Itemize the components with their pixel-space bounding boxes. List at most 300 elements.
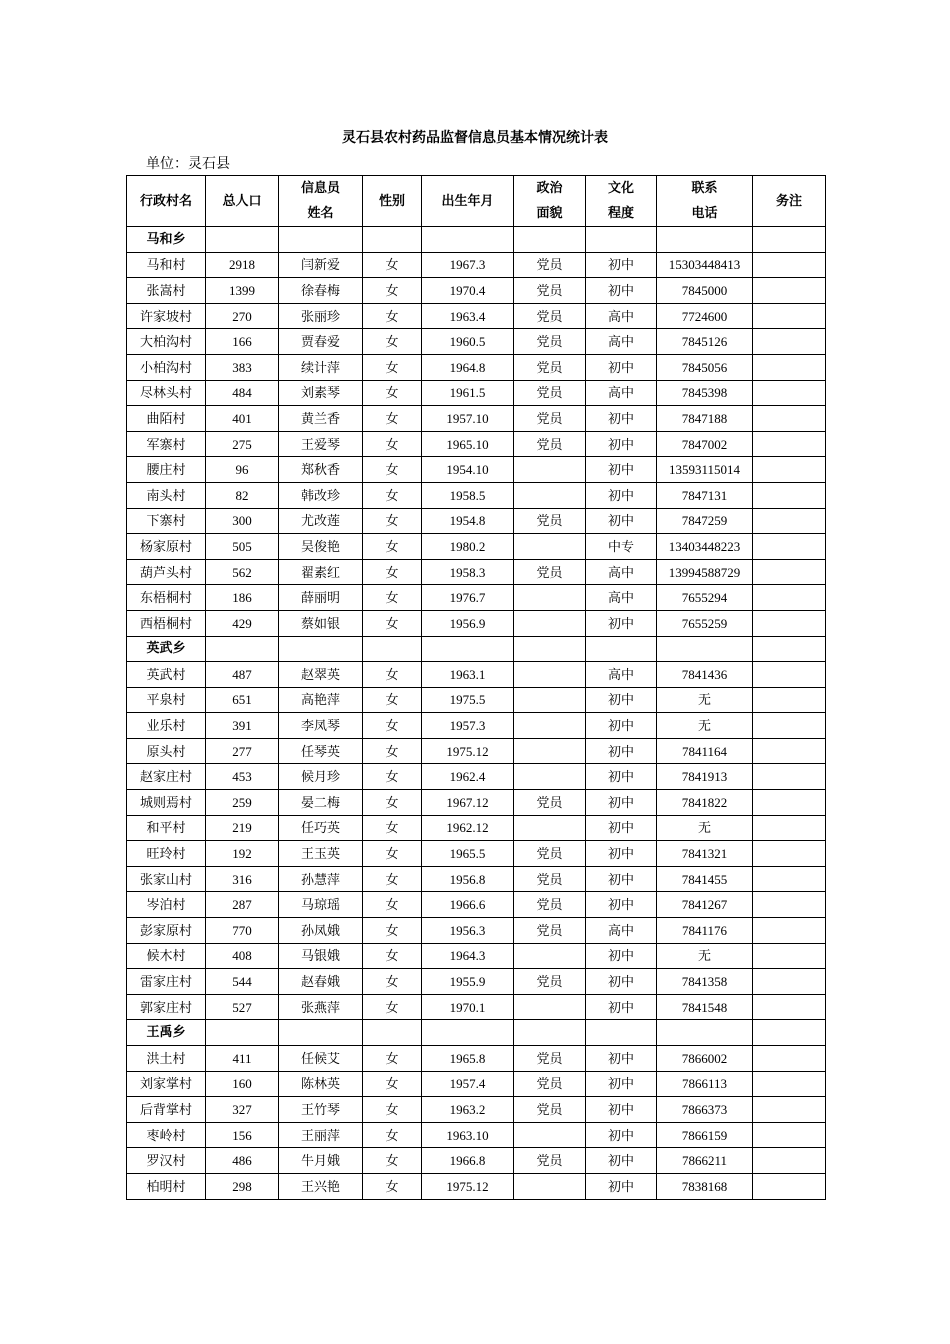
cell-birth: 1966.6: [422, 892, 514, 918]
cell-remarks: [753, 508, 826, 534]
cell-village: 业乐村: [127, 713, 206, 739]
cell-population: 298: [206, 1173, 279, 1199]
cell-village: 城则焉村: [127, 790, 206, 816]
cell-birth: 1954.8: [422, 508, 514, 534]
cell-remarks: [753, 994, 826, 1020]
cell-population: 2918: [206, 252, 279, 278]
table-row: [127, 969, 826, 995]
cell-gender: 女: [363, 1046, 422, 1072]
cell-informant-name: 尤改莲: [279, 508, 363, 534]
cell-political-status: 党员: [514, 790, 586, 816]
table-row: [127, 252, 826, 278]
cell-birth: 1957.4: [422, 1071, 514, 1097]
table-row: [127, 994, 826, 1020]
cell-population: 486: [206, 1148, 279, 1174]
cell-education: 高中: [586, 329, 657, 355]
cell-phone: 7845126: [657, 329, 753, 355]
cell-political-status: [514, 610, 586, 636]
cell-remarks: [753, 1173, 826, 1199]
empty-cell: [514, 227, 586, 253]
empty-cell: [279, 227, 363, 253]
table-row: [127, 559, 826, 585]
cell-informant-name: 高艳萍: [279, 687, 363, 713]
cell-village: 刘家掌村: [127, 1071, 206, 1097]
cell-informant-name: 任候艾: [279, 1046, 363, 1072]
cell-village: 和平村: [127, 815, 206, 841]
cell-phone: 7841822: [657, 790, 753, 816]
cell-population: 544: [206, 969, 279, 995]
cell-informant-name: 王玉英: [279, 841, 363, 867]
section-row: [127, 636, 826, 662]
cell-informant-name: 孙凤娥: [279, 918, 363, 944]
section-name: 英武乡: [127, 636, 206, 662]
cell-education: 初中: [586, 1122, 657, 1148]
cell-gender: 女: [363, 610, 422, 636]
cell-phone: 7866159: [657, 1122, 753, 1148]
cell-political-status: [514, 585, 586, 611]
cell-village: 枣岭村: [127, 1122, 206, 1148]
header-political-status: 政治 面貌: [514, 176, 586, 227]
cell-village: 候木村: [127, 943, 206, 969]
cell-remarks: [753, 380, 826, 406]
cell-remarks: [753, 534, 826, 560]
cell-political-status: 党员: [514, 892, 586, 918]
cell-informant-name: 赵春娥: [279, 969, 363, 995]
cell-education: 初中: [586, 738, 657, 764]
cell-phone: 无: [657, 815, 753, 841]
cell-remarks: [753, 252, 826, 278]
cell-gender: 女: [363, 892, 422, 918]
header-village: 行政村名: [127, 176, 206, 227]
cell-birth: 1963.2: [422, 1097, 514, 1123]
cell-village: 马和村: [127, 252, 206, 278]
header-population: 总人口: [206, 176, 279, 227]
cell-village: 曲陌村: [127, 406, 206, 432]
cell-informant-name: 王爱琴: [279, 431, 363, 457]
cell-village: 许家坡村: [127, 303, 206, 329]
table-row: [127, 815, 826, 841]
empty-cell: [422, 227, 514, 253]
cell-gender: 女: [363, 329, 422, 355]
cell-phone: 7866373: [657, 1097, 753, 1123]
cell-birth: 1956.9: [422, 610, 514, 636]
cell-population: 562: [206, 559, 279, 585]
cell-birth: 1957.10: [422, 406, 514, 432]
cell-education: 高中: [586, 662, 657, 688]
cell-gender: 女: [363, 790, 422, 816]
cell-population: 275: [206, 431, 279, 457]
cell-village: 旺玲村: [127, 841, 206, 867]
cell-population: 453: [206, 764, 279, 790]
table-row: [127, 1148, 826, 1174]
table-row: [127, 764, 826, 790]
cell-gender: 女: [363, 559, 422, 585]
cell-education: 高中: [586, 380, 657, 406]
cell-education: 初中: [586, 1173, 657, 1199]
cell-village: 西梧桐村: [127, 610, 206, 636]
cell-political-status: 党员: [514, 1071, 586, 1097]
cell-political-status: 党员: [514, 1097, 586, 1123]
table-row: [127, 662, 826, 688]
cell-birth: 1960.5: [422, 329, 514, 355]
header-remarks: 务注: [753, 176, 826, 227]
table-row: [127, 482, 826, 508]
cell-informant-name: 张燕萍: [279, 994, 363, 1020]
cell-birth: 1957.3: [422, 713, 514, 739]
cell-phone: 13403448223: [657, 534, 753, 560]
empty-cell: [586, 636, 657, 662]
cell-education: 初中: [586, 1046, 657, 1072]
cell-population: 1399: [206, 278, 279, 304]
cell-birth: 1966.8: [422, 1148, 514, 1174]
cell-informant-name: 任巧英: [279, 815, 363, 841]
cell-political-status: [514, 1122, 586, 1148]
cell-political-status: 党员: [514, 252, 586, 278]
cell-population: 429: [206, 610, 279, 636]
cell-remarks: [753, 354, 826, 380]
cell-population: 391: [206, 713, 279, 739]
table-row: [127, 1071, 826, 1097]
cell-remarks: [753, 1097, 826, 1123]
cell-village: 岑泊村: [127, 892, 206, 918]
cell-birth: 1963.10: [422, 1122, 514, 1148]
cell-gender: 女: [363, 482, 422, 508]
cell-birth: 1970.1: [422, 994, 514, 1020]
cell-phone: 7845398: [657, 380, 753, 406]
cell-informant-name: 任琴英: [279, 738, 363, 764]
cell-phone: 7724600: [657, 303, 753, 329]
table-row: [127, 585, 826, 611]
cell-education: 初中: [586, 1097, 657, 1123]
cell-informant-name: 韩改珍: [279, 482, 363, 508]
cell-phone: 无: [657, 687, 753, 713]
cell-phone: 7866002: [657, 1046, 753, 1072]
cell-informant-name: 王丽萍: [279, 1122, 363, 1148]
table-row: [127, 790, 826, 816]
header-informant-name: 信息员 姓名: [279, 176, 363, 227]
empty-cell: [279, 1020, 363, 1046]
cell-village: 军寨村: [127, 431, 206, 457]
cell-gender: 女: [363, 1122, 422, 1148]
cell-population: 505: [206, 534, 279, 560]
cell-informant-name: 薛丽明: [279, 585, 363, 611]
cell-village: 东梧桐村: [127, 585, 206, 611]
cell-village: 原头村: [127, 738, 206, 764]
empty-cell: [422, 636, 514, 662]
cell-political-status: [514, 943, 586, 969]
cell-village: 罗汉村: [127, 1148, 206, 1174]
cell-phone: 7847259: [657, 508, 753, 534]
cell-remarks: [753, 764, 826, 790]
cell-political-status: [514, 687, 586, 713]
cell-phone: 13994588729: [657, 559, 753, 585]
cell-informant-name: 徐春梅: [279, 278, 363, 304]
empty-cell: [657, 1020, 753, 1046]
cell-village: 下寨村: [127, 508, 206, 534]
section-name: 马和乡: [127, 227, 206, 253]
cell-gender: 女: [363, 969, 422, 995]
cell-village: 腰庄村: [127, 457, 206, 483]
cell-phone: 7841321: [657, 841, 753, 867]
cell-education: 高中: [586, 559, 657, 585]
cell-population: 651: [206, 687, 279, 713]
cell-birth: 1961.5: [422, 380, 514, 406]
table-row: [127, 534, 826, 560]
cell-informant-name: 牛月娥: [279, 1148, 363, 1174]
cell-birth: 1956.8: [422, 866, 514, 892]
table-row: [127, 1173, 826, 1199]
cell-political-status: 党员: [514, 431, 586, 457]
cell-political-status: [514, 662, 586, 688]
cell-gender: 女: [363, 841, 422, 867]
cell-informant-name: 翟素红: [279, 559, 363, 585]
cell-remarks: [753, 1148, 826, 1174]
cell-education: 初中: [586, 764, 657, 790]
cell-birth: 1963.1: [422, 662, 514, 688]
cell-village: 英武村: [127, 662, 206, 688]
cell-remarks: [753, 738, 826, 764]
cell-political-status: 党员: [514, 508, 586, 534]
cell-birth: 1962.4: [422, 764, 514, 790]
cell-remarks: [753, 585, 826, 611]
table-row: [127, 610, 826, 636]
cell-birth: 1975.5: [422, 687, 514, 713]
table-row: [127, 1122, 826, 1148]
empty-cell: [657, 636, 753, 662]
section-row: [127, 1020, 826, 1046]
cell-remarks: [753, 892, 826, 918]
cell-education: 初中: [586, 943, 657, 969]
cell-birth: 1958.5: [422, 482, 514, 508]
cell-phone: 7866211: [657, 1148, 753, 1174]
table-row: [127, 508, 826, 534]
cell-population: 527: [206, 994, 279, 1020]
cell-remarks: [753, 687, 826, 713]
cell-remarks: [753, 943, 826, 969]
cell-education: 初中: [586, 431, 657, 457]
empty-cell: [363, 227, 422, 253]
empty-cell: [206, 227, 279, 253]
cell-phone: 7845056: [657, 354, 753, 380]
cell-gender: 女: [363, 994, 422, 1020]
header-row: [127, 176, 826, 227]
table-row: [127, 1097, 826, 1123]
cell-political-status: [514, 457, 586, 483]
cell-population: 401: [206, 406, 279, 432]
cell-education: 初中: [586, 687, 657, 713]
table-row: [127, 866, 826, 892]
cell-political-status: [514, 713, 586, 739]
cell-population: 287: [206, 892, 279, 918]
cell-village: 平泉村: [127, 687, 206, 713]
cell-birth: 1958.3: [422, 559, 514, 585]
cell-political-status: 党员: [514, 303, 586, 329]
page-title: 灵石县农村药品监督信息员基本情况统计表: [342, 130, 608, 146]
cell-informant-name: 蔡如银: [279, 610, 363, 636]
cell-political-status: 党员: [514, 329, 586, 355]
cell-political-status: 党员: [514, 969, 586, 995]
cell-remarks: [753, 1122, 826, 1148]
cell-remarks: [753, 559, 826, 585]
cell-birth: 1963.4: [422, 303, 514, 329]
cell-population: 192: [206, 841, 279, 867]
empty-cell: [514, 1020, 586, 1046]
cell-remarks: [753, 790, 826, 816]
cell-gender: 女: [363, 303, 422, 329]
cell-informant-name: 郑秋香: [279, 457, 363, 483]
cell-remarks: [753, 457, 826, 483]
cell-gender: 女: [363, 1071, 422, 1097]
cell-remarks: [753, 482, 826, 508]
cell-village: 葫芦头村: [127, 559, 206, 585]
cell-remarks: [753, 431, 826, 457]
cell-political-status: [514, 815, 586, 841]
empty-cell: [586, 1020, 657, 1046]
cell-informant-name: 赵翠英: [279, 662, 363, 688]
cell-birth: 1964.3: [422, 943, 514, 969]
cell-gender: 女: [363, 431, 422, 457]
cell-education: 初中: [586, 1148, 657, 1174]
cell-village: 洪土村: [127, 1046, 206, 1072]
cell-informant-name: 孙慧萍: [279, 866, 363, 892]
cell-phone: 7847188: [657, 406, 753, 432]
cell-population: 411: [206, 1046, 279, 1072]
cell-gender: 女: [363, 354, 422, 380]
cell-village: 赵家庄村: [127, 764, 206, 790]
cell-population: 277: [206, 738, 279, 764]
cell-informant-name: 马银娥: [279, 943, 363, 969]
cell-birth: 1976.7: [422, 585, 514, 611]
table-row: [127, 713, 826, 739]
cell-population: 383: [206, 354, 279, 380]
cell-phone: 无: [657, 713, 753, 739]
cell-birth: 1965.10: [422, 431, 514, 457]
cell-phone: 7841267: [657, 892, 753, 918]
cell-political-status: 党员: [514, 1046, 586, 1072]
cell-phone: 7841436: [657, 662, 753, 688]
cell-remarks: [753, 713, 826, 739]
header-gender: 性别: [363, 176, 422, 227]
cell-education: 初中: [586, 969, 657, 995]
cell-education: 初中: [586, 892, 657, 918]
cell-population: 487: [206, 662, 279, 688]
cell-informant-name: 王兴艳: [279, 1173, 363, 1199]
cell-birth: 1962.12: [422, 815, 514, 841]
cell-education: 初中: [586, 482, 657, 508]
cell-birth: 1956.3: [422, 918, 514, 944]
cell-informant-name: 贾春爱: [279, 329, 363, 355]
table-row: [127, 738, 826, 764]
header-education: 文化 程度: [586, 176, 657, 227]
cell-education: 初中: [586, 252, 657, 278]
cell-birth: 1967.12: [422, 790, 514, 816]
cell-education: 初中: [586, 457, 657, 483]
table-row: [127, 841, 826, 867]
cell-informant-name: 李凤琴: [279, 713, 363, 739]
cell-political-status: [514, 534, 586, 560]
empty-cell: [586, 227, 657, 253]
cell-education: 初中: [586, 508, 657, 534]
cell-birth: 1980.2: [422, 534, 514, 560]
empty-cell: [363, 1020, 422, 1046]
table-row: [127, 1046, 826, 1072]
cell-education: 初中: [586, 1071, 657, 1097]
cell-gender: 女: [363, 406, 422, 432]
empty-cell: [422, 1020, 514, 1046]
cell-remarks: [753, 329, 826, 355]
cell-population: 484: [206, 380, 279, 406]
cell-village: 张家山村: [127, 866, 206, 892]
cell-birth: 1970.4: [422, 278, 514, 304]
cell-birth: 1965.8: [422, 1046, 514, 1072]
table-row: [127, 303, 826, 329]
table-row: [127, 329, 826, 355]
cell-birth: 1964.8: [422, 354, 514, 380]
cell-population: 96: [206, 457, 279, 483]
cell-education: 高中: [586, 303, 657, 329]
table-row: [127, 354, 826, 380]
cell-remarks: [753, 1071, 826, 1097]
cell-phone: 7847131: [657, 482, 753, 508]
cell-village: 南头村: [127, 482, 206, 508]
cell-population: 408: [206, 943, 279, 969]
cell-education: 初中: [586, 354, 657, 380]
cell-political-status: 党员: [514, 866, 586, 892]
cell-political-status: [514, 482, 586, 508]
cell-informant-name: 马琼瑶: [279, 892, 363, 918]
cell-village: 雷家庄村: [127, 969, 206, 995]
empty-cell: [514, 636, 586, 662]
cell-remarks: [753, 815, 826, 841]
cell-population: 186: [206, 585, 279, 611]
cell-education: 高中: [586, 918, 657, 944]
info-table: [126, 175, 826, 1200]
cell-gender: 女: [363, 866, 422, 892]
cell-gender: 女: [363, 380, 422, 406]
cell-political-status: [514, 738, 586, 764]
cell-remarks: [753, 866, 826, 892]
cell-remarks: [753, 610, 826, 636]
cell-phone: 7841913: [657, 764, 753, 790]
cell-phone: 7841176: [657, 918, 753, 944]
cell-remarks: [753, 662, 826, 688]
cell-education: 初中: [586, 278, 657, 304]
cell-education: 初中: [586, 406, 657, 432]
cell-political-status: [514, 764, 586, 790]
cell-informant-name: 吴俊艳: [279, 534, 363, 560]
cell-population: 770: [206, 918, 279, 944]
cell-informant-name: 王竹琴: [279, 1097, 363, 1123]
cell-phone: 7841164: [657, 738, 753, 764]
cell-village: 彭家原村: [127, 918, 206, 944]
cell-village: 柏明村: [127, 1173, 206, 1199]
cell-remarks: [753, 1046, 826, 1072]
cell-phone: 7845000: [657, 278, 753, 304]
cell-gender: 女: [363, 534, 422, 560]
cell-informant-name: 黄兰香: [279, 406, 363, 432]
cell-birth: 1955.9: [422, 969, 514, 995]
cell-gender: 女: [363, 1173, 422, 1199]
cell-gender: 女: [363, 687, 422, 713]
cell-gender: 女: [363, 918, 422, 944]
empty-cell: [206, 636, 279, 662]
unit-label: 单位：灵石县: [146, 156, 230, 172]
cell-education: 初中: [586, 866, 657, 892]
section-name: 王禹乡: [127, 1020, 206, 1046]
table-row: [127, 943, 826, 969]
cell-phone: 7838168: [657, 1173, 753, 1199]
cell-phone: 7655294: [657, 585, 753, 611]
